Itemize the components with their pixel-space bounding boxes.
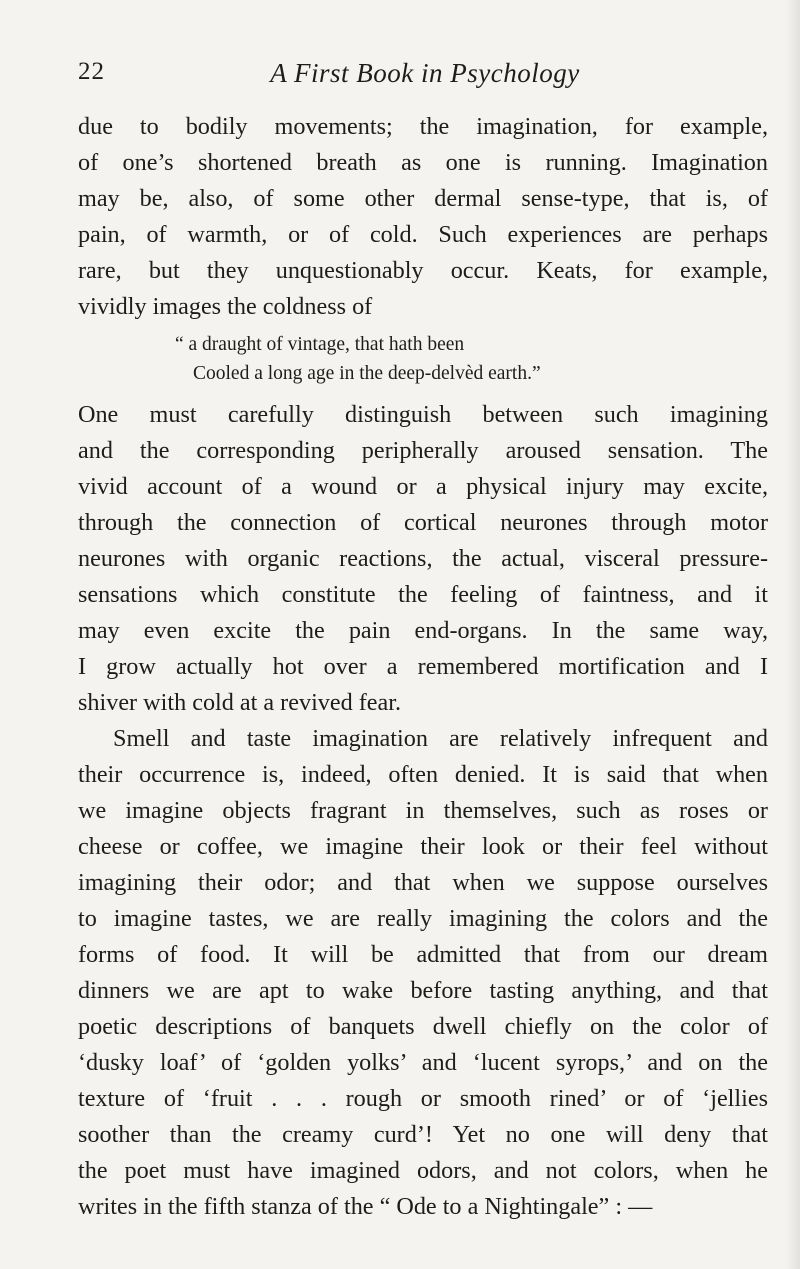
body-line: cheese or coffee, we imagine their look or their feel without — [78, 833, 768, 860]
body-line: vivid account of a wound or a physical injury may excite, — [78, 473, 768, 500]
body-line: poetic descriptions of banquets dwell chiefly on the color of — [78, 1013, 768, 1040]
body-line: may be, also, of some other dermal sense-type, that is, of — [78, 185, 768, 212]
body-line: imagining their odor; and that when we suppose ourselves — [78, 869, 768, 896]
page-edge-shadow — [786, 0, 800, 1269]
running-head — [78, 58, 772, 98]
body-line: their occurrence is, indeed, often denied. It is said that when — [78, 761, 768, 788]
body-line: shiver with cold at a revived fear. — [78, 689, 402, 716]
body-line: may even excite the pain end-organs. In the same way, — [78, 617, 768, 644]
quote-line: “ a draught of vintage, that hath been — [175, 334, 465, 355]
body-line: writes in the fifth stanza of the “ Ode to a Nightingale” : — — [78, 1193, 653, 1220]
body-line: vividly images the coldness of — [78, 293, 373, 320]
body-line: to imagine tastes, we are really imagining the colors and the — [78, 905, 768, 932]
running-title: A First Book in Psychology — [270, 58, 580, 88]
body-line: sensations which constitute the feeling of faintness, and it — [78, 581, 768, 608]
body-line: through the connection of cortical neurones through motor — [78, 509, 768, 536]
body-line: ‘dusky loaf’ of ‘golden yolks’ and ‘lucent syrops,’ and on the — [78, 1049, 768, 1076]
quote-line: Cooled a long age in the deep-delvèd earth.” — [193, 363, 541, 384]
body-line: and the corresponding peripherally aroused sensation. The — [78, 437, 768, 464]
body-line: soother than the creamy curd’! Yet no one will deny that — [78, 1121, 768, 1148]
body-line: Smell and taste imagination are relatively infrequent and — [113, 725, 768, 752]
body-line: neurones with organic reactions, the actual, visceral pressure- — [78, 545, 768, 572]
body-line: due to bodily movements; the imagination, for example, — [78, 113, 768, 140]
body-line: rare, but they unquestionably occur. Keats, for example, — [78, 257, 768, 284]
body-line: the poet must have imagined odors, and not colors, when he — [78, 1157, 768, 1184]
body-line: pain, of warmth, or of cold. Such experiences are perhaps — [78, 221, 768, 248]
body-line: texture of ‘fruit . . . rough or smooth rined’ or of ‘jellies — [78, 1085, 768, 1112]
body-line: we imagine objects fragrant in themselves, such as roses or — [78, 797, 768, 824]
body-line: dinners we are apt to wake before tasting anything, and that — [78, 977, 768, 1004]
body-line: forms of food. It will be admitted that from our dream — [78, 941, 768, 968]
body-line: I grow actually hot over a remembered mortification and I — [78, 653, 768, 680]
body-line: of one’s shortened breath as one is running. Imagination — [78, 149, 768, 176]
body-line: One must carefully distinguish between such imagining — [78, 401, 768, 428]
page-number: 22 — [78, 58, 105, 85]
